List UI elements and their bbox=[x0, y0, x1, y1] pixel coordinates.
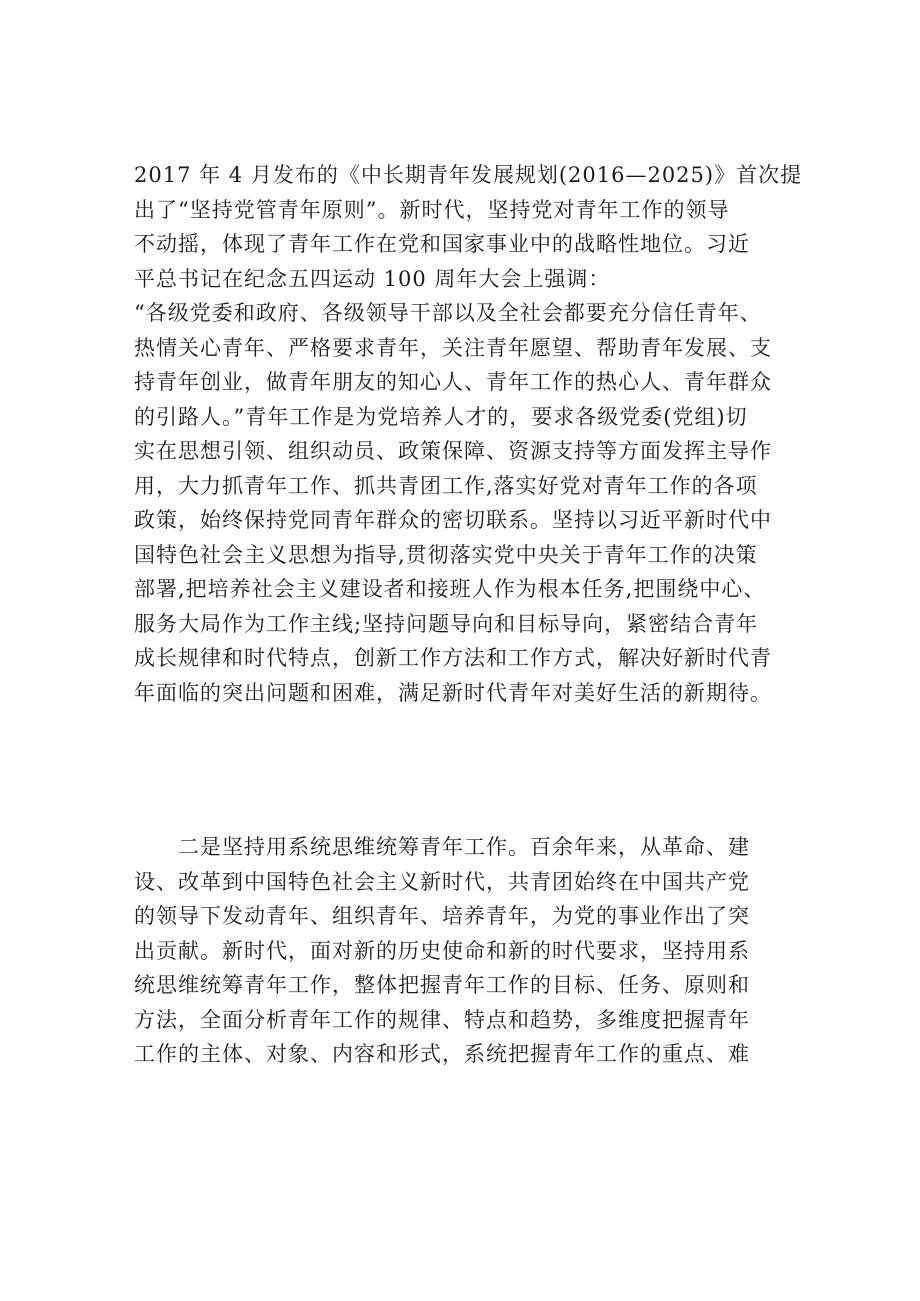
text-line: 服务大局作为工作主线;坚持问题导向和目标导向，紧密结合青年 bbox=[134, 611, 759, 636]
text-line: 政策，始终保持党同青年群众的密切联系。坚持以习近平新时代中 bbox=[134, 508, 772, 532]
text-line: 方法，全面分析青年工作的规律、特点和趋势，多维度把握青年 bbox=[134, 1007, 750, 1032]
text-line: 年面临的突出问题和困难，满足新时代青年对美好生活的新期待。 bbox=[134, 680, 772, 705]
text-line: 设、改革到中国特色社会主义新时代，共青团始终在中国共产党 bbox=[134, 869, 750, 894]
text-line: 国特色社会主义思想为指导,贯彻落实党中央关于青年工作的决策 bbox=[134, 542, 758, 567]
text-line: 不动摇，体现了青年工作在党和国家事业中的战略性地位。习近 bbox=[134, 232, 750, 256]
text-line: 的领导下发动青年、组织青年、培养青年，为党的事业作出了突 bbox=[134, 904, 750, 928]
text-line: 工作的主体、对象、内容和形式，系统把握青年工作的重点、难 bbox=[134, 1042, 750, 1066]
text-line: 平总书记在纪念五四运动 100 周年大会上强调： bbox=[134, 266, 611, 291]
text-line: 出了“坚持党管青年原则”。新时代，坚持党对青年工作的领导 bbox=[134, 197, 730, 222]
text-line: 2017 年 4 月发布的《中长期青年发展规划(2016—2025)》首次提 bbox=[134, 163, 803, 187]
text-line: 成长规律和时代特点，创新工作方法和工作方式，解决好新时代青 bbox=[134, 646, 772, 670]
text-line: 热情关心青年、严格要求青年，关注青年愿望、帮助青年发展、支 bbox=[134, 335, 772, 360]
text-line: 的引路人。”青年工作是为党培养人才的，要求各级党委(党组)切 bbox=[134, 404, 748, 429]
text-line: 二是坚持用系统思维统筹青年工作。百余年来，从革命、建 bbox=[134, 835, 750, 859]
text-line: 持青年创业，做青年朋友的知心人、青年工作的热心人、青年群众 bbox=[134, 370, 772, 394]
text-line: “各级党委和政府、各级领导干部以及全社会都要充分信任青年、 bbox=[134, 301, 762, 325]
text-line: 出贡献。新时代，面对新的历史使命和新的时代要求，坚持用系 bbox=[134, 938, 750, 963]
text-line: 统思维统筹青年工作，整体把握青年工作的目标、任务、原则和 bbox=[134, 973, 750, 997]
paragraph-2 bbox=[134, 830, 814, 1072]
paragraph-1 bbox=[134, 158, 814, 710]
text-line: 用，大力抓青年工作、抓共青团工作,落实好党对青年工作的各项 bbox=[134, 473, 758, 498]
text-line: 部署,把培养社会主义建设者和接班人作为根本任务,把围绕中心、 bbox=[134, 577, 766, 601]
text-line: 实在思想引领、组织动员、政策保障、资源支持等方面发挥主导作 bbox=[134, 439, 772, 463]
